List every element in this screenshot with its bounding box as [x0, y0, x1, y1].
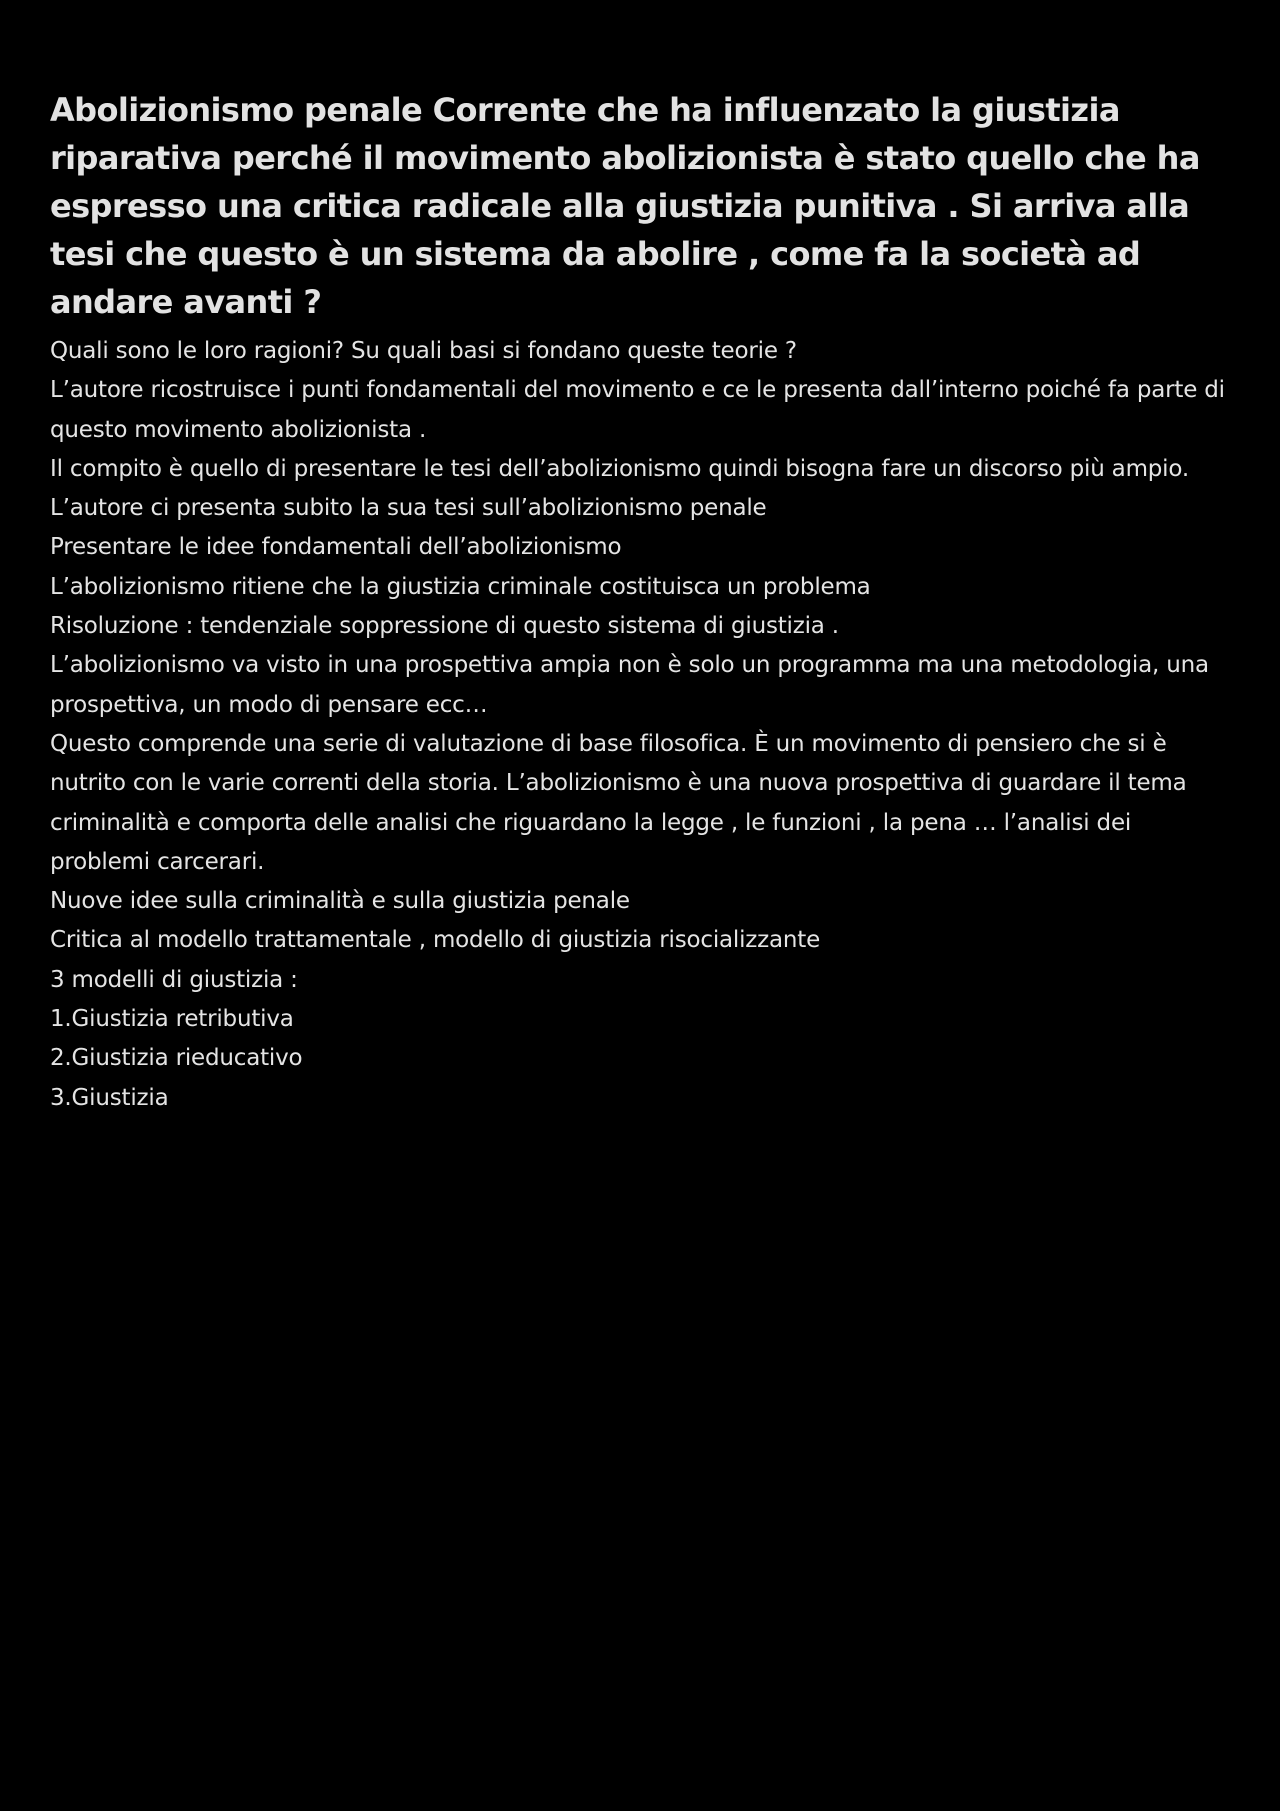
note-line: 3.Giustizia — [50, 1084, 169, 1111]
note-line: Risoluzione : tendenziale soppressione di questo sistema di giustizia . — [50, 613, 839, 640]
note-line: Nuove idee sulla criminalità e sulla giustizia penale — [50, 888, 630, 915]
note-line: 3 modelli di giustizia : — [50, 966, 298, 993]
note-line: Critica al modello trattamentale , modello di giustizia risocializzante — [50, 927, 821, 954]
note-title: Abolizionismo penale Corrente che ha influenzato la giustizia riparativa perché il movimento abolizionista è stato quello che ha espresso una critica radicale alla giustizia punitiva . Si arriva alla tesi che questo è un sistema da abolire , come fa la società ad andare avanti ? — [50, 91, 1200, 321]
note-body[interactable] — [50, 86, 1228, 1118]
note-line: 2.Giustizia rieducativo — [50, 1045, 303, 1072]
note-line: Quali sono le loro ragioni? Su quali basi si fondano queste teorie ? — [50, 338, 797, 364]
note-line: Il compito è quello di presentare le tesi dell’abolizionismo quindi bisogna fare un discorso più ampio. — [50, 455, 1189, 482]
note-line: Presentare le idee fondamentali dell’abolizionismo — [50, 534, 622, 561]
note-line: Questo comprende una serie di valutazione di base filosofica. È un movimento di pensiero che si è nutrito con le varie correnti della storia. L’abolizionismo è una nuova prospettiva di guardare il tema criminalità e comporta delle analisi che riguardano la legge , le funzioni , la pena … l’analisi dei problemi carcerari. — [50, 730, 1187, 875]
note-line: 1.Giustizia retributiva — [50, 1006, 294, 1033]
note-line: L’autore ricostruisce i punti fondamentali del movimento e ce le presenta dall’interno poiché fa parte di questo movimento abolizionista . — [50, 377, 1225, 443]
note-line: L’autore ci presenta subito la sua tesi sull’abolizionismo penale — [50, 495, 767, 522]
note-line: L’abolizionismo va visto in una prospettiva ampia non è solo un programma ma una metodologia, una prospettiva, un modo di pensare ecc… — [50, 652, 1209, 718]
note-line: L’abolizionismo ritiene che la giustizia criminale costituisca un problema — [50, 573, 871, 600]
